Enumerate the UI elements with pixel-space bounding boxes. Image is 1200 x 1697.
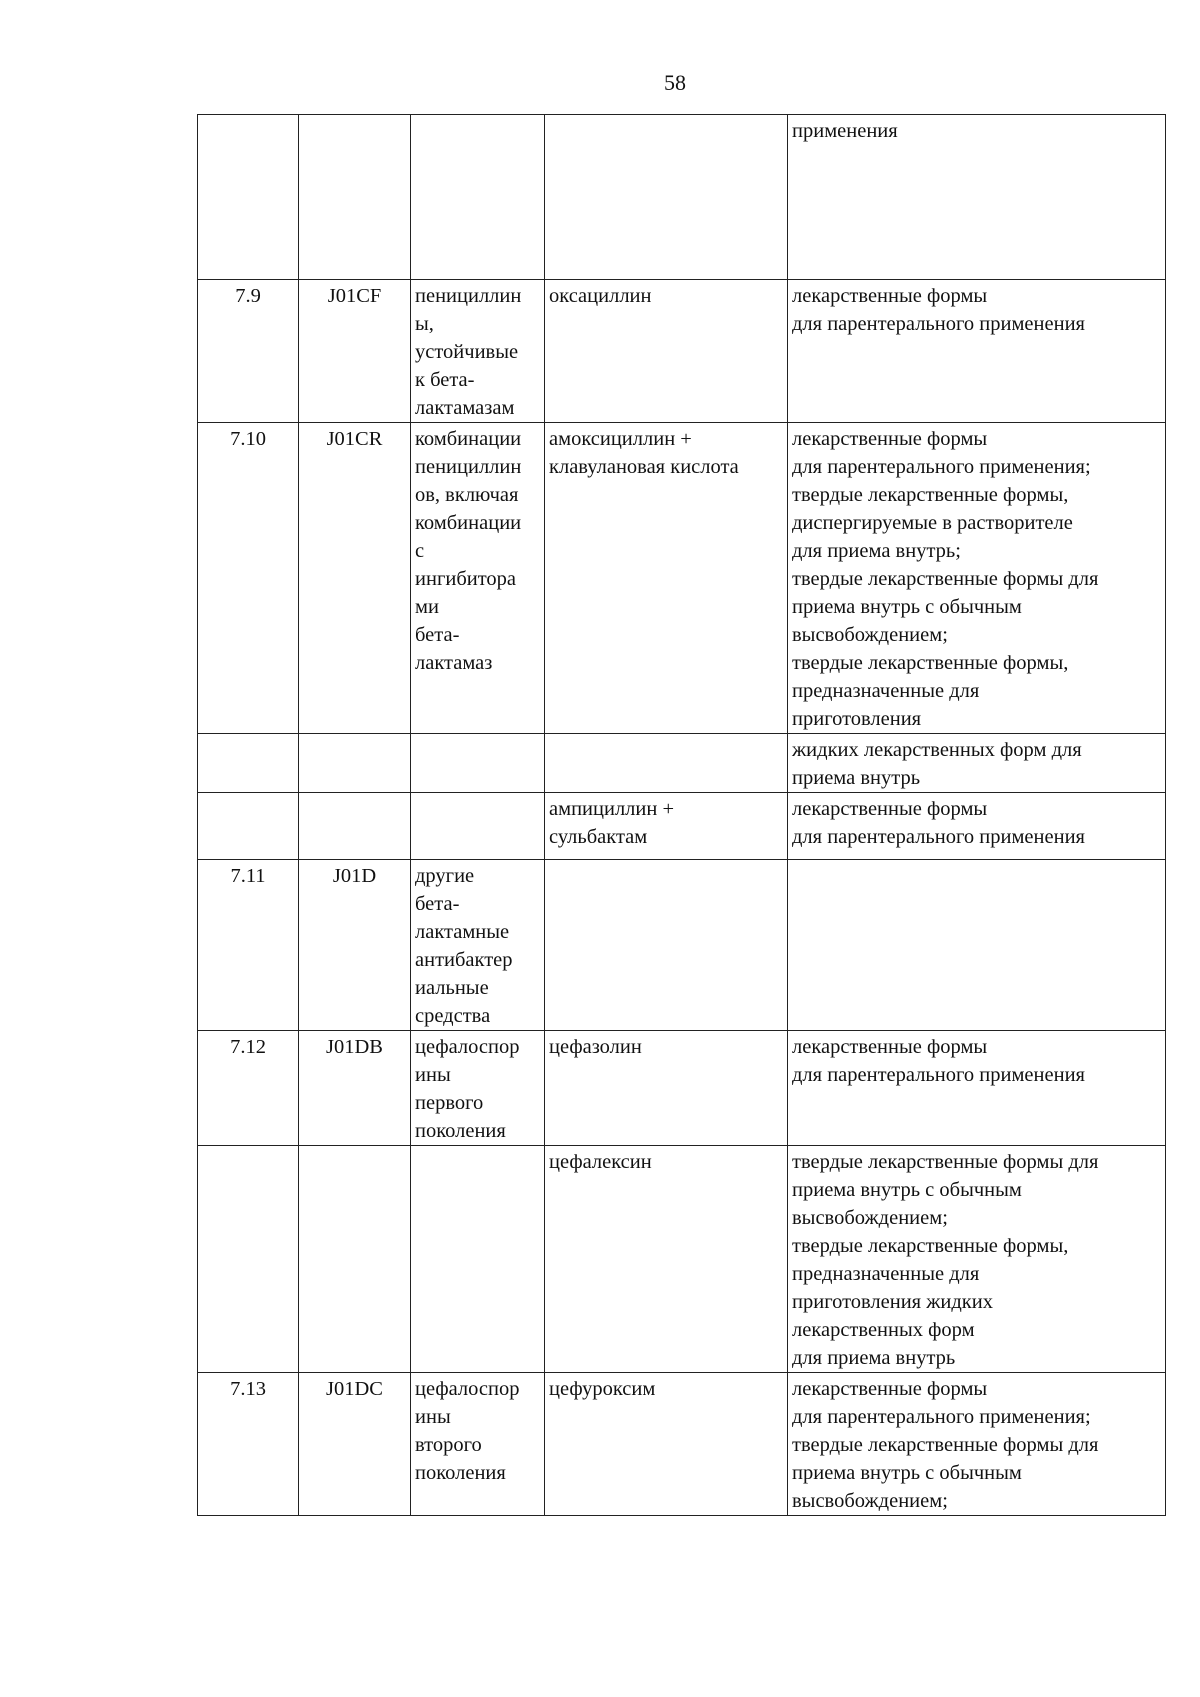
atc-code (299, 793, 411, 860)
medication-table (197, 114, 1166, 1516)
drug-group: цефалоспор ины второго поколения (411, 1373, 545, 1516)
drug-name (545, 734, 788, 793)
table-row (198, 734, 1166, 793)
page-number: 58 (664, 70, 686, 95)
drug-group (411, 1146, 545, 1373)
row-number: 7.10 (198, 423, 299, 734)
drug-group: цефалоспор ины первого поколения (411, 1031, 545, 1146)
row-number: 7.12 (198, 1031, 299, 1146)
drug-name: оксациллин (545, 280, 788, 423)
drug-group (411, 793, 545, 860)
atc-code (299, 1146, 411, 1373)
table-row (198, 860, 1166, 1031)
dosage-form: жидких лекарственных форм для приема внутрь (788, 734, 1166, 793)
drug-name: ампициллин + сульбактам (545, 793, 788, 860)
table-row (198, 423, 1166, 734)
dosage-form: лекарственные формы для парентерального применения; твердые лекарственные формы для приема внутрь с обычным высвобождением; (788, 1373, 1166, 1516)
dosage-form: твердые лекарственные формы для приема внутрь с обычным высвобождением; твердые лекарственные формы, предназначенные для приготовления жидких лекарственных форм для приема внутрь (788, 1146, 1166, 1373)
drug-name (545, 115, 788, 280)
drug-group (411, 115, 545, 280)
table-row (198, 1031, 1166, 1146)
drug-name: цефазолин (545, 1031, 788, 1146)
row-number: 7.11 (198, 860, 299, 1031)
atc-code: J01D (299, 860, 411, 1031)
dosage-form: лекарственные формы для парентерального применения (788, 280, 1166, 423)
table-row (198, 115, 1166, 280)
drug-group (411, 734, 545, 793)
dosage-form: применения (788, 115, 1166, 280)
drug-group: другие бета- лактамные антибактер иальные средства (411, 860, 545, 1031)
drug-group: комбинации пенициллин ов, включая комбинации с ингибитора ми бета- лактамаз (411, 423, 545, 734)
dosage-form: лекарственные формы для парентерального применения (788, 1031, 1166, 1146)
table-row (198, 793, 1166, 860)
row-number: 7.9 (198, 280, 299, 423)
drug-name: цефалексин (545, 1146, 788, 1373)
atc-code (299, 734, 411, 793)
atc-code: J01CF (299, 280, 411, 423)
drug-group: пенициллин ы, устойчивые к бета- лактамазам (411, 280, 545, 423)
dosage-form (788, 860, 1166, 1031)
drug-name: цефуроксим (545, 1373, 788, 1516)
atc-code: J01CR (299, 423, 411, 734)
drug-name: амоксициллин + клавулановая кислота (545, 423, 788, 734)
atc-code: J01DB (299, 1031, 411, 1146)
table-row (198, 1146, 1166, 1373)
table-row (198, 1373, 1166, 1516)
row-number (198, 734, 299, 793)
dosage-form: лекарственные формы для парентерального применения (788, 793, 1166, 860)
row-number: 7.13 (198, 1373, 299, 1516)
atc-code (299, 115, 411, 280)
drug-name (545, 860, 788, 1031)
row-number (198, 1146, 299, 1373)
atc-code: J01DC (299, 1373, 411, 1516)
dosage-form: лекарственные формы для парентерального применения; твердые лекарственные формы, диспергируемые в растворителе для приема внутрь; твердые лекарственные формы для приема внутрь с обычным высвобождением; твердые лекарственные формы, предназначенные для приготовления (788, 423, 1166, 734)
row-number (198, 115, 299, 280)
table-row (198, 280, 1166, 423)
row-number (198, 793, 299, 860)
